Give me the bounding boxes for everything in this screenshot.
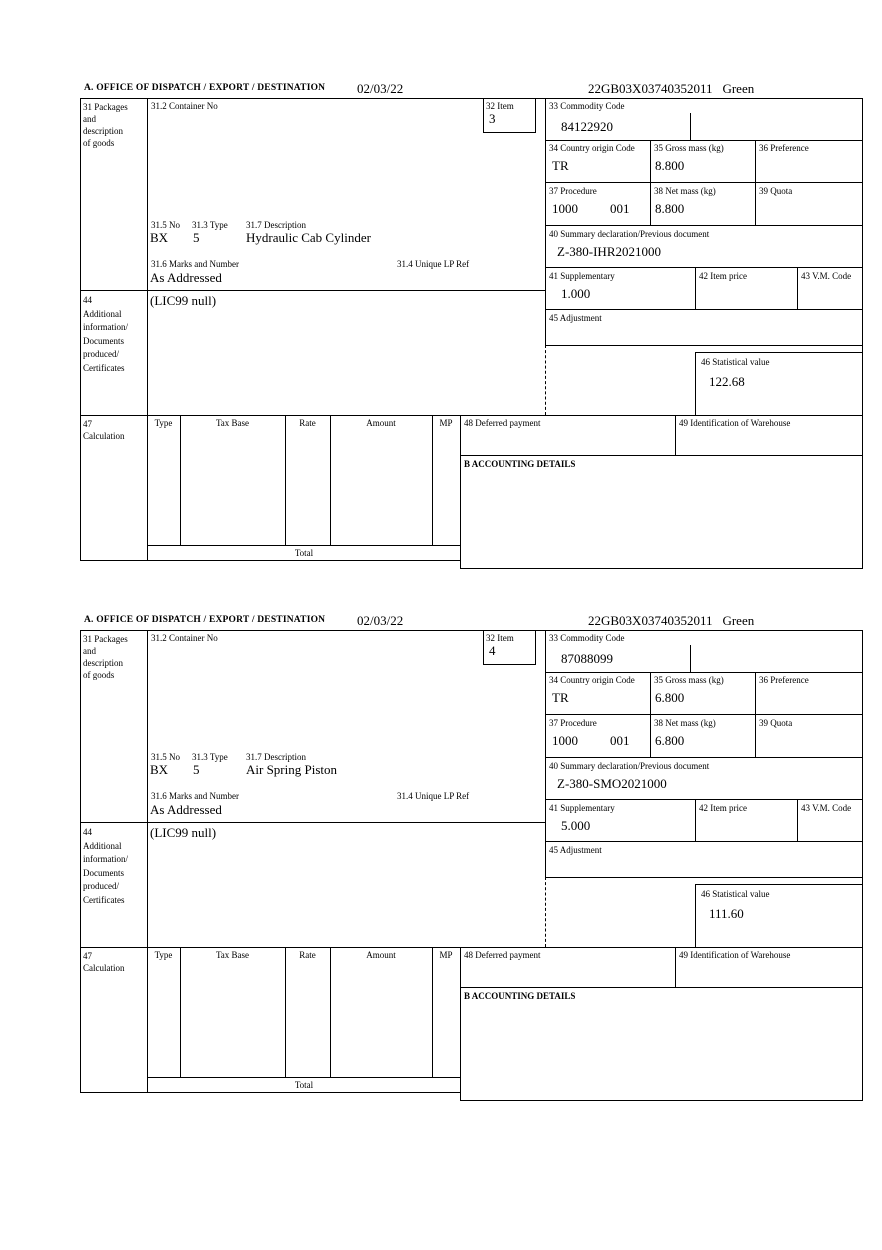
divider [755,672,756,757]
box31-label-line: of goods [83,138,115,148]
divider [330,947,331,1077]
divider [535,98,536,132]
divider [545,345,862,346]
previous-document-value: Z-380-SMO2021000 [557,776,667,791]
tax-rate-column-header: Rate [299,950,316,960]
box31-7-description-label: 31.7 Description [246,752,306,762]
divider [862,98,863,569]
box36-preference-label: 36 Preference [759,675,809,685]
box48-deferred-payment-label: 48 Deferred payment [464,418,541,428]
divider [650,672,651,757]
box44-label-line: Documents [83,335,124,346]
box44-label-line: Certificates [83,894,125,905]
divider [432,947,433,1077]
box47-label-line: Calculation [83,431,125,441]
gross-mass-value: 6.800 [655,690,685,705]
divider [147,1077,461,1078]
mrn-reference [588,613,754,629]
box31-6-marks-label: 31.6 Marks and Number [151,259,239,269]
accounting-details-label: B ACCOUNTING DETAILS [464,991,576,1001]
divider [80,560,461,561]
divider [80,98,862,99]
routing-status: Green [722,81,755,96]
divider [545,799,862,800]
procedure-value: 1000 [552,201,578,216]
box44-label-line: produced/ [83,881,119,891]
sad-form-grid [80,630,863,1102]
box41-supplementary-label: 41 Supplementary [549,271,615,281]
box39-quota-label: 39 Quota [759,718,793,728]
box44-additional-info-label [83,294,145,375]
additional-information-value: (LIC99 null) [150,293,217,308]
box37-procedure-label: 37 Procedure [549,186,597,196]
divider [862,630,863,1101]
box47-label-line: 47 [83,951,92,961]
box34-country-origin-label: 34 Country origin Code [549,143,635,153]
box31-label-line: description [83,658,123,668]
routing-status: Green [722,613,755,628]
divider [180,415,181,545]
box49-warehouse-label: 49 Identification of Warehouse [679,418,791,428]
box31-4-unique-lp-ref-label: 31.4 Unique LP Ref [397,259,470,269]
box44-additional-info-label [83,826,145,907]
box31-7-description-label: 31.7 Description [246,220,306,230]
box31-packages-label [83,633,145,681]
divider [545,757,862,758]
reference-number: 22GB03X03740352011 [588,613,713,628]
previous-document-value: Z-380-IHR2021000 [557,244,661,259]
box31-label-line: description [83,126,123,136]
goods-description-value: Hydraulic Cab Cylinder [246,230,371,245]
box38-net-mass-label: 38 Net mass (kg) [654,186,716,196]
tax-rate-column-header: Rate [299,418,316,428]
box40-previous-document-label: 40 Summary declaration/Previous document [549,229,710,239]
tax-base-column-header: Tax Base [215,950,250,960]
box31-3-type-label: 31.3 Type [192,752,228,762]
divider [483,630,484,664]
tax-mp-column-header: MP [439,950,453,960]
procedure-value-2: 001 [610,733,630,748]
net-mass-value: 6.800 [655,733,685,748]
supplementary-value: 5.000 [561,818,591,833]
box44-label-line: Documents [83,867,124,878]
box33-commodity-code-label: 33 Commodity Code [549,633,625,643]
box43-vm-code-label: 43 V.M. Code [801,803,852,813]
packages-no-value: BX [150,762,169,777]
box31-6-marks-label: 31.6 Marks and Number [151,791,239,801]
divider [675,415,676,455]
divider [695,267,696,309]
box44-label-line: Additional [83,308,122,319]
divider [80,822,546,823]
divider [483,664,536,665]
box31-2-container-no-label: 31.2 Container No [151,633,218,643]
divider [535,630,536,664]
divider [545,630,546,877]
tax-amount-column-header: Amount [366,418,396,428]
divider [545,267,862,268]
box45-adjustment-label: 45 Adjustment [549,845,602,855]
divider [545,841,862,842]
box44-label-line: 44 [83,295,92,305]
commodity-code-value: 87088099 [561,651,613,666]
box31-packages-label [83,101,145,149]
box44-label-line: Additional [83,840,122,851]
office-of-dispatch-label: A. OFFICE OF DISPATCH / EXPORT / DESTINATION [84,615,326,625]
tax-base-column-header: Tax Base [215,418,250,428]
box47-label-line: 47 [83,419,92,429]
divider [675,947,676,987]
divider [80,630,862,631]
box49-warehouse-label: 49 Identification of Warehouse [679,950,791,960]
divider [147,545,461,546]
divider [797,799,798,841]
box32-item-label: 32 Item [486,633,514,643]
tax-total-label: Total [294,1080,314,1090]
divider [690,645,691,672]
box48-deferred-payment-label: 48 Deferred payment [464,950,541,960]
divider [650,140,651,225]
dashed-divider [545,877,546,947]
box31-label-line: of goods [83,670,115,680]
divider [460,415,461,568]
box42-item-price-label: 42 Item price [699,271,747,281]
divider [545,672,862,673]
box47-calculation-label [83,418,145,442]
country-origin-value: TR [552,690,569,705]
dispatch-date: 02/03/22 [357,613,404,628]
box32-item-label: 32 Item [486,101,514,111]
accounting-details-label: B ACCOUNTING DETAILS [464,459,576,469]
box44-label-line: produced/ [83,349,119,359]
box44-label-line: information/ [83,854,128,864]
dashed-divider [545,345,546,415]
packages-type-value: 5 [193,762,200,777]
goods-description-value: Air Spring Piston [246,762,338,777]
box31-label-line: and [83,114,96,124]
reference-number: 22GB03X03740352011 [588,81,713,96]
divider [545,714,862,715]
additional-information-value: (LIC99 null) [150,825,217,840]
box33-commodity-code-label: 33 Commodity Code [549,101,625,111]
country-origin-value: TR [552,158,569,173]
box34-country-origin-label: 34 Country origin Code [549,675,635,685]
box37-procedure-label: 37 Procedure [549,718,597,728]
box42-item-price-label: 42 Item price [699,803,747,813]
item-number-value: 3 [489,111,496,126]
divider [460,947,461,1100]
box39-quota-label: 39 Quota [759,186,793,196]
divider [545,309,862,310]
divider [545,182,862,183]
box31-label-line: 31 Packages [83,634,128,644]
gross-mass-value: 8.800 [655,158,685,173]
tax-mp-column-header: MP [439,418,453,428]
box31-5-no-label: 31.5 No [151,752,180,762]
box31-label-line: and [83,646,96,656]
divider [285,415,286,545]
divider [545,225,862,226]
packages-no-value: BX [150,230,169,245]
divider [460,568,863,569]
divider [147,630,148,1092]
divider [80,630,81,1093]
divider [545,877,862,878]
box40-previous-document-label: 40 Summary declaration/Previous document [549,761,710,771]
divider [460,1100,863,1101]
statistical-value: 111.60 [709,906,744,921]
box31-2-container-no-label: 31.2 Container No [151,101,218,111]
declaration-item-section [80,80,863,580]
box46-statistical-value-label: 46 Statistical value [701,357,770,367]
dispatch-date: 02/03/22 [357,81,404,96]
divider [80,98,81,561]
box41-supplementary-label: 41 Supplementary [549,803,615,813]
box36-preference-label: 36 Preference [759,143,809,153]
box31-4-unique-lp-ref-label: 31.4 Unique LP Ref [397,791,470,801]
box31-5-no-label: 31.5 No [151,220,180,230]
divider [432,415,433,545]
office-of-dispatch-label: A. OFFICE OF DISPATCH / EXPORT / DESTINATION [84,83,326,93]
box47-calculation-label [83,950,145,974]
packages-type-value: 5 [193,230,200,245]
divider [285,947,286,1077]
box31-label-line: 31 Packages [83,102,128,112]
divider [460,455,862,456]
divider [330,415,331,545]
sad-form-grid [80,98,863,570]
divider [147,98,148,560]
tax-amount-column-header: Amount [366,950,396,960]
procedure-value: 1000 [552,733,578,748]
marks-and-number-value: As Addressed [150,270,222,285]
box38-net-mass-label: 38 Net mass (kg) [654,718,716,728]
item-number-value: 4 [489,643,496,658]
procedure-value-2: 001 [610,201,630,216]
box35-gross-mass-label: 35 Gross mass (kg) [654,143,724,153]
divider [180,947,181,1077]
box45-adjustment-label: 45 Adjustment [549,313,602,323]
divider [483,132,536,133]
box47-label-line: Calculation [83,963,125,973]
tax-type-column-header: Type [154,418,173,428]
section-header [80,612,863,630]
statistical-value: 122.68 [709,374,745,389]
box31-3-type-label: 31.3 Type [192,220,228,230]
box44-label-line: Certificates [83,362,125,373]
tax-type-column-header: Type [154,950,173,960]
section-header [80,80,863,98]
supplementary-value: 1.000 [561,286,591,301]
divider [483,98,484,132]
box44-label-line: 44 [83,827,92,837]
divider [80,290,546,291]
box44-label-line: information/ [83,322,128,332]
net-mass-value: 8.800 [655,201,685,216]
divider [690,113,691,140]
divider [797,267,798,309]
box35-gross-mass-label: 35 Gross mass (kg) [654,675,724,685]
commodity-code-value: 84122920 [561,119,613,134]
box46-statistical-value-label: 46 Statistical value [701,889,770,899]
divider [460,987,862,988]
divider [695,799,696,841]
box43-vm-code-label: 43 V.M. Code [801,271,852,281]
divider [545,98,546,345]
divider [755,140,756,225]
declaration-item-section [80,612,863,1112]
tax-total-label: Total [294,548,314,558]
divider [545,140,862,141]
divider [80,1092,461,1093]
marks-and-number-value: As Addressed [150,802,222,817]
mrn-reference [588,81,754,97]
